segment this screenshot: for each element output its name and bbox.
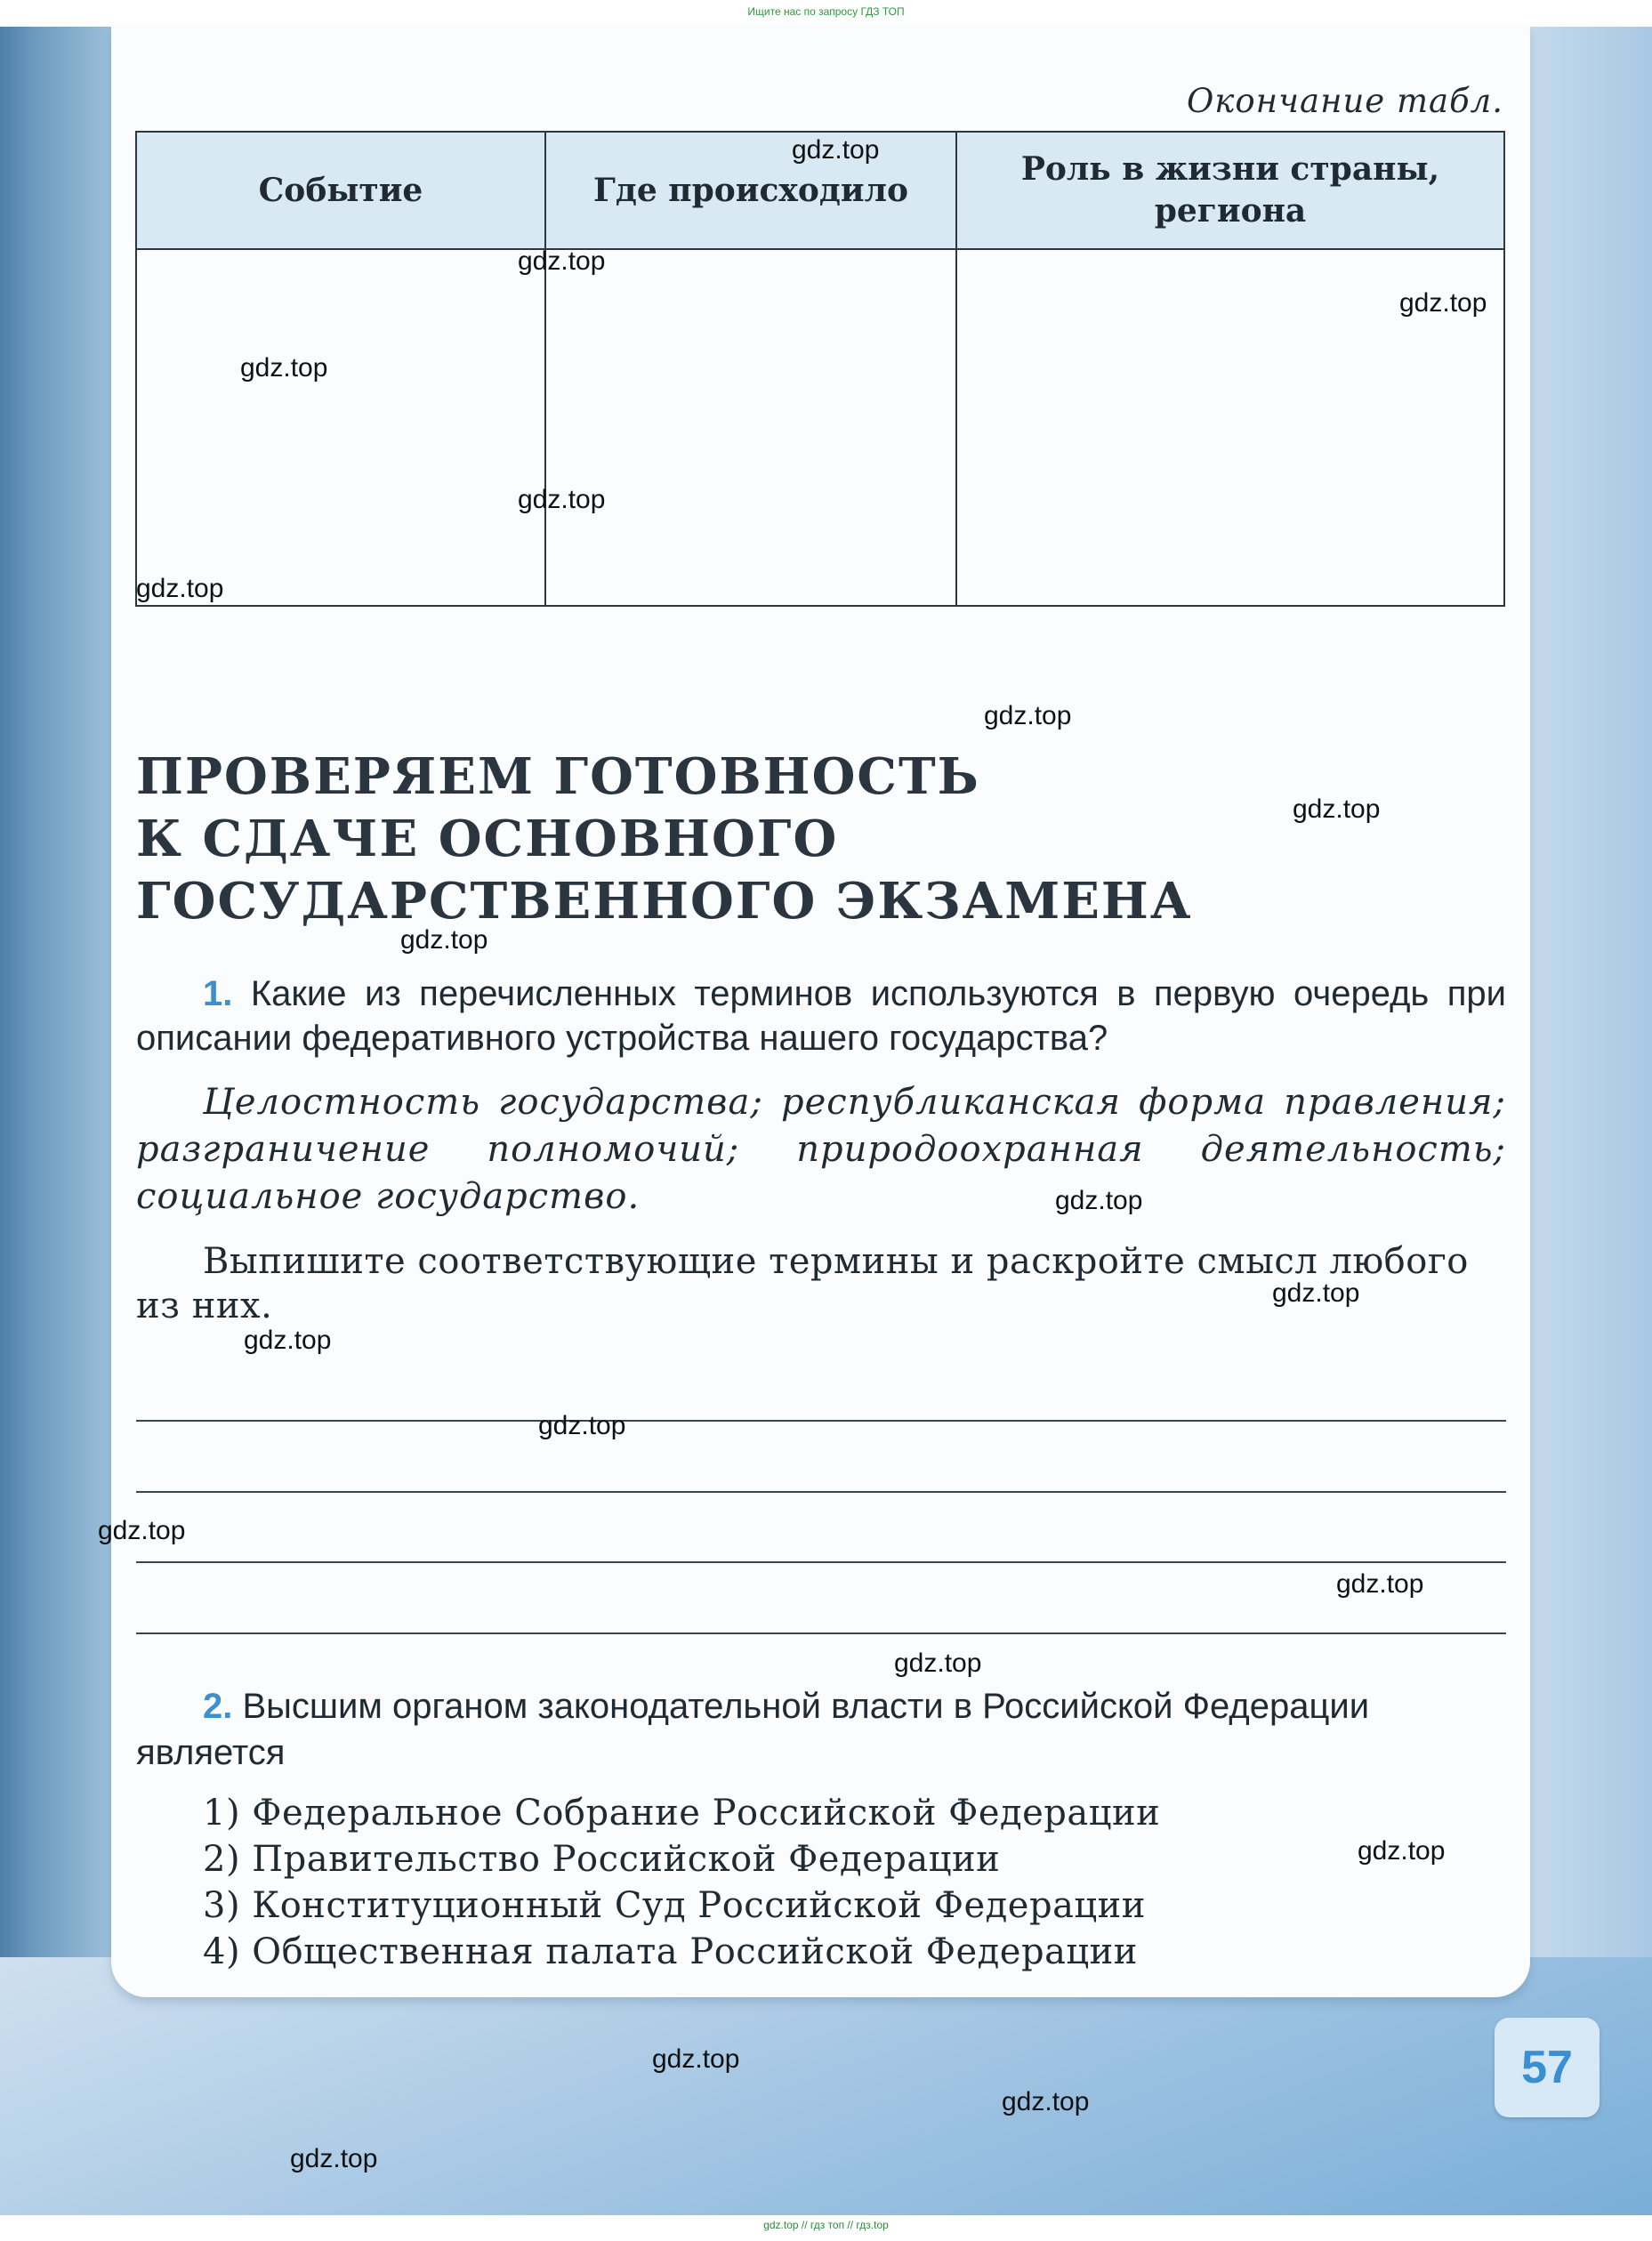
watermark: gdz.top [240,353,328,383]
answer-option[interactable]: 2) Правительство Российской Федерации [203,1839,1001,1880]
watermark: gdz.top [652,2044,740,2074]
section-heading [136,746,1382,932]
question-number: 1. [203,974,233,1013]
table-row [136,249,1504,606]
answer-line[interactable] [136,1632,1506,1634]
question-1-instruction: Выпишите соответствующие термины и раскройте смысл любого из них. [136,1241,1469,1326]
watermark: gdz.top [1293,794,1381,824]
answer-line[interactable] [136,1420,1506,1422]
answer-option[interactable]: 3) Конституционный Суд Российской Федерации [203,1885,1146,1926]
question-number: 2. [203,1687,233,1726]
table-header-role: Роль в жизни страны, региона [956,132,1504,249]
watermark: gdz.top [518,485,606,514]
events-table [135,131,1505,607]
table-caption: Окончание табл. [1186,82,1503,120]
watermark: gdz.top [984,701,1072,730]
watermark: gdz.top [1336,1569,1424,1599]
watermark: gdz.top [792,135,880,165]
page-number: 57 [1495,2018,1600,2117]
watermark: gdz.top [518,246,606,276]
watermark: gdz.top [538,1411,626,1440]
answer-line[interactable] [136,1561,1506,1563]
table-header-place: Где происходило [545,132,956,249]
answer-option[interactable]: 4) Общественная палата Российской Федерации [203,1931,1138,1972]
answer-option[interactable]: 1) Федеральное Собрание Российской Федерации [203,1793,1161,1834]
question-2 [136,1683,1506,1776]
watermark: gdz.top [1002,2087,1090,2116]
bottom-note: gdz.top // гдз топ // гдз.top [763,2219,889,2231]
scan-background-left [0,27,125,2215]
watermark: gdz.top [1399,288,1487,318]
watermark: gdz.top [1358,1836,1446,1866]
watermark: gdz.top [244,1326,332,1355]
watermark: gdz.top [1055,1186,1143,1215]
question-text: Высшим органом законодательной власти в Российской Федерации является [136,1687,1370,1772]
table-cell-place[interactable] [545,249,956,606]
table-header-event: Событие [136,132,545,249]
watermark: gdz.top [1272,1278,1360,1308]
top-note: Ищите нас по запросу ГДЗ ТОП [747,5,905,18]
watermark: gdz.top [400,925,488,955]
question-text: Какие из перечисленных терминов используются в первую очередь при описании федеративного устройства нашего государства? [136,974,1506,1058]
question-1 [136,971,1506,1060]
section-heading-line: ГОСУДАРСТВЕННОГО ЭКЗАМЕНА [136,872,1193,931]
watermark: gdz.top [98,1516,186,1545]
answer-options [203,1790,1160,1975]
watermark: gdz.top [894,1649,982,1678]
watermark: gdz.top [290,2144,378,2173]
question-1-terms: Целостность государства; республиканская форма правления; разграничение полномочий; природоохранная деятельность; социальное государство. [136,1082,1506,1217]
answer-line[interactable] [136,1491,1506,1493]
section-heading-line: К СДАЧЕ ОСНОВНОГО [136,810,839,868]
table-cell-event[interactable] [136,249,545,606]
watermark: gdz.top [136,574,224,603]
scan-background-right [1512,27,1652,2215]
section-heading-line: ПРОВЕРЯЕМ ГОТОВНОСТЬ [136,747,980,806]
